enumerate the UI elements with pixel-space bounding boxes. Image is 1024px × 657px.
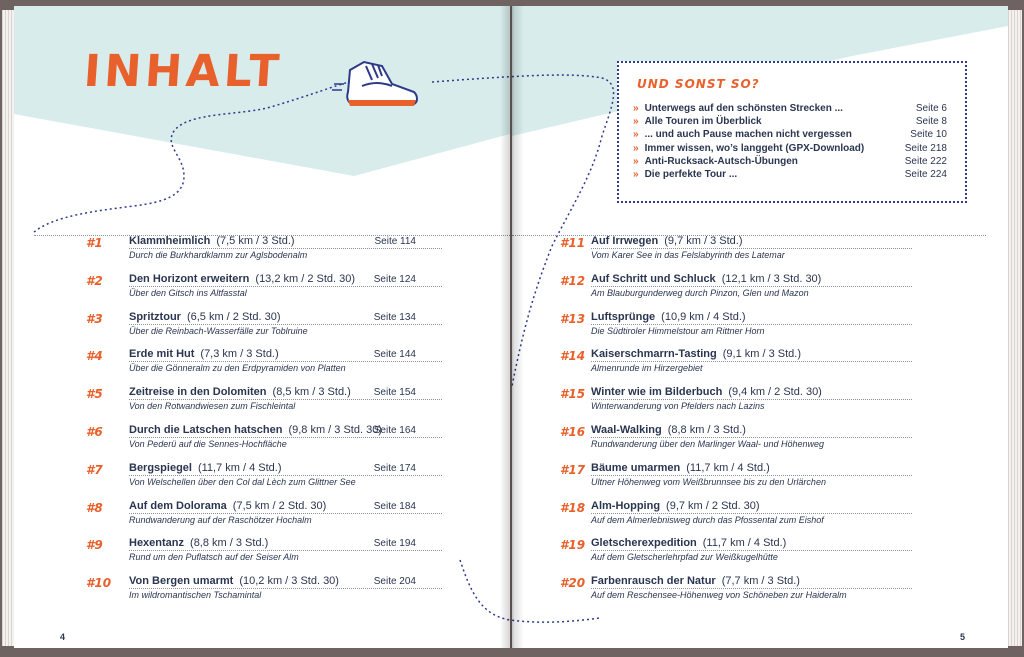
tour-title: Auf Schritt und Schluck bbox=[591, 272, 716, 285]
tour-title: Waal-Walking bbox=[591, 424, 662, 436]
tour-number: #18 bbox=[560, 500, 586, 515]
leader-dots bbox=[129, 360, 442, 362]
tour-title-line bbox=[129, 424, 382, 436]
leader-dots bbox=[129, 398, 442, 400]
tour-distance: (9,4 km / 2 Std. 30) bbox=[728, 386, 822, 399]
leader-dots bbox=[129, 549, 442, 551]
tour-title: Bergspiegel bbox=[129, 461, 192, 474]
tour-subtitle: Von Pederü auf die Sennes-Hochfläche bbox=[129, 439, 287, 449]
tour-number: #5 bbox=[86, 387, 103, 402]
leader-dots bbox=[129, 323, 442, 325]
tour-title: Winter wie im Bilderbuch bbox=[591, 386, 723, 399]
left-page bbox=[14, 6, 510, 648]
box-item-label: ... und auch Pause machen nicht vergessen bbox=[644, 129, 852, 141]
tour-number: #4 bbox=[86, 349, 103, 364]
tour-title: Erde mit Hut bbox=[129, 348, 195, 361]
tour-title-line bbox=[591, 537, 786, 549]
tour-subtitle: Auf dem Almerlebnisweg durch das Pfossental zum Eishof bbox=[591, 514, 824, 525]
tour-title: Auf Irrwegen bbox=[591, 235, 659, 247]
double-arrow-icon: » bbox=[633, 116, 639, 128]
tour-distance: (9,7 km / 2 Std. 30) bbox=[666, 499, 760, 512]
tour-title: Farbenrausch der Natur bbox=[591, 575, 716, 588]
tour-page-number: Seite 194 bbox=[373, 538, 416, 550]
tour-page-number: Seite 114 bbox=[374, 236, 416, 247]
tour-title: Hexentanz bbox=[129, 537, 185, 550]
tour-title-line bbox=[129, 348, 279, 360]
tour-number: #8 bbox=[86, 500, 103, 515]
tour-distance: (11,7 km / 4 Std.) bbox=[686, 461, 770, 474]
tour-distance: (8,8 km / 3 Std.) bbox=[190, 537, 269, 550]
tour-title: Gletscherexpedition bbox=[591, 537, 697, 550]
tour-number: #15 bbox=[560, 387, 586, 402]
tour-subtitle: Im wildromantischen Tschamintal bbox=[129, 590, 262, 601]
page-number-left: 4 bbox=[60, 632, 66, 642]
leader-dots bbox=[591, 436, 912, 438]
leader-dots bbox=[129, 247, 442, 249]
tour-title: Klammheimlich bbox=[129, 235, 211, 247]
leader-dots bbox=[591, 549, 912, 551]
tour-page-number: Seite 174 bbox=[373, 462, 416, 474]
tour-subtitle: Durch die Burkhardklamm zur Aglsbodenalm bbox=[129, 250, 308, 260]
tour-number: #16 bbox=[560, 425, 586, 439]
leader-dots bbox=[591, 285, 912, 287]
page-title: INHALT bbox=[82, 46, 285, 97]
leader-dots bbox=[129, 474, 442, 476]
tour-subtitle: Am Blauburgunderweg durch Pinzon, Glen und Mazon bbox=[591, 287, 809, 298]
tour-subtitle: Über die Gönneralm zu den Erdpyramiden von Platten bbox=[129, 363, 346, 374]
leader-dots bbox=[129, 436, 442, 438]
tour-distance: (12,1 km / 3 Std. 30) bbox=[721, 272, 822, 285]
tour-number: #13 bbox=[560, 311, 586, 326]
tour-title: Luftsprünge bbox=[591, 310, 656, 323]
tour-title: Spritztour bbox=[129, 310, 181, 323]
box-item[interactable] bbox=[633, 116, 762, 127]
tour-subtitle: Auf dem Reschensee-Höhenweg von Schöneben zur Haideralm bbox=[591, 590, 847, 601]
leader-dots bbox=[591, 360, 912, 362]
box-item-page: Seite 10 bbox=[910, 129, 947, 141]
box-title: UND SONST SO? bbox=[637, 77, 760, 91]
tour-title: Zeitreise in den Dolomiten bbox=[129, 386, 267, 399]
box-item[interactable] bbox=[633, 143, 864, 154]
tour-page-number: Seite 154 bbox=[373, 387, 416, 399]
tour-page-number: Seite 144 bbox=[373, 349, 416, 361]
double-arrow-icon: » bbox=[633, 103, 639, 114]
tour-subtitle: Winterwanderung von Pfelders nach Lazins bbox=[591, 401, 765, 412]
tour-number: #7 bbox=[86, 462, 103, 477]
tour-title-line bbox=[129, 311, 281, 323]
tour-distance: (11,7 km / 4 Std.) bbox=[702, 537, 787, 550]
tour-subtitle: Rundwanderung über den Marlinger Waal- und Höhenweg bbox=[591, 439, 824, 449]
tour-number: #20 bbox=[560, 576, 586, 591]
tour-number: #19 bbox=[560, 538, 586, 553]
hiking-boot-icon bbox=[332, 56, 422, 116]
tour-distance: (11,7 km / 4 Std.) bbox=[197, 461, 282, 474]
tour-distance: (10,9 km / 4 Std.) bbox=[661, 310, 746, 323]
more-info-box bbox=[617, 61, 967, 203]
tour-number: #1 bbox=[86, 236, 103, 250]
tour-title-line bbox=[591, 424, 746, 436]
tour-distance: (7,3 km / 3 Std.) bbox=[200, 348, 279, 361]
leader-dots bbox=[591, 474, 912, 476]
leader-dots bbox=[129, 587, 442, 589]
leader-dots bbox=[591, 587, 912, 589]
tour-page-number: Seite 134 bbox=[373, 311, 416, 323]
dotted-trail-line bbox=[440, 560, 600, 640]
tour-title: Durch die Latschen hatschen bbox=[129, 424, 283, 436]
tour-title-line bbox=[129, 500, 326, 512]
tour-subtitle: Rundwanderung auf der Raschötzer Hochalm bbox=[129, 514, 312, 525]
tour-title: Auf dem Dolorama bbox=[129, 499, 227, 512]
tour-subtitle: Von den Rotwandwiesen zum Fischleintal bbox=[129, 401, 296, 412]
tour-number: #12 bbox=[560, 273, 586, 288]
tour-title: Von Bergen umarmt bbox=[129, 575, 234, 588]
tour-page-number: Seite 184 bbox=[373, 500, 416, 512]
tour-subtitle: Die Südtiroler Himmelstour am Rittner Horn bbox=[591, 325, 765, 336]
box-item-label: Unterwegs auf den schönsten Strecken ... bbox=[644, 103, 843, 114]
double-arrow-icon: » bbox=[633, 169, 639, 180]
tour-distance: (9,1 km / 3 Std.) bbox=[722, 348, 801, 361]
tour-number: #11 bbox=[560, 236, 586, 250]
tour-title: Alm-Hopping bbox=[591, 499, 661, 512]
tour-subtitle: Auf dem Gletscherlehrpfad zur Weißkugelhütte bbox=[591, 552, 778, 563]
box-item-page: Seite 222 bbox=[904, 155, 947, 167]
page-edges-right bbox=[1006, 10, 1022, 646]
tour-number: #17 bbox=[560, 462, 586, 477]
tour-page-number: Seite 204 bbox=[373, 576, 416, 588]
leader-dots bbox=[591, 398, 912, 400]
tour-page-number: Seite 124 bbox=[373, 273, 416, 285]
tour-distance: (8,8 km / 3 Std.) bbox=[667, 424, 746, 436]
tour-title-line bbox=[129, 462, 282, 474]
tour-distance: (10,2 km / 3 Std. 30) bbox=[239, 575, 339, 588]
double-arrow-icon: » bbox=[633, 142, 639, 154]
tour-number: #9 bbox=[86, 538, 103, 553]
tour-distance: (7,7 km / 3 Std.) bbox=[721, 575, 800, 588]
tour-distance: (7,5 km / 2 Std. 30) bbox=[232, 499, 327, 512]
tour-subtitle: Ultner Höhenweg vom Weißbrunnsee bis zu den Urlärchen bbox=[591, 476, 826, 487]
tour-subtitle: Über den Gitsch ins Altfasstal bbox=[129, 287, 247, 298]
tour-distance: (9,8 km / 3 Std. 30) bbox=[288, 424, 382, 436]
tour-title-line bbox=[591, 500, 760, 512]
tour-number: #6 bbox=[86, 425, 103, 439]
tour-title-line bbox=[591, 462, 770, 474]
box-item[interactable] bbox=[633, 103, 843, 114]
tour-title-line bbox=[591, 575, 800, 587]
tour-subtitle: Von Welschellen über den Col dal Lèch zum Glittner See bbox=[129, 476, 356, 487]
tour-subtitle: Vom Karer See in das Felslabyrinth des Latemar bbox=[591, 250, 785, 260]
tour-number: #3 bbox=[86, 311, 103, 326]
tour-title: Bäume umarmen bbox=[591, 461, 681, 474]
tour-distance: (13,2 km / 2 Std. 30) bbox=[255, 272, 356, 285]
tour-distance: (8,5 km / 3 Std.) bbox=[272, 386, 351, 399]
box-item[interactable] bbox=[633, 156, 798, 167]
tour-subtitle: Rund um den Puflatsch auf der Seiser Alm bbox=[129, 552, 299, 563]
box-item[interactable] bbox=[633, 169, 737, 180]
tour-distance: (6,5 km / 2 Std. 30) bbox=[186, 310, 281, 323]
box-item-page: Seite 224 bbox=[904, 169, 947, 180]
double-arrow-icon: » bbox=[633, 155, 639, 167]
box-item[interactable] bbox=[633, 129, 852, 140]
leader-dots bbox=[129, 512, 442, 514]
leader-dots bbox=[591, 512, 912, 514]
tour-title-line bbox=[591, 386, 822, 398]
tour-distance: (9,7 km / 3 Std.) bbox=[664, 235, 743, 247]
tour-subtitle: Almenrunde im Hirzergebiet bbox=[591, 363, 703, 374]
box-item-label: Anti-Rucksack-Autsch-Übungen bbox=[644, 155, 798, 167]
leader-dots bbox=[591, 323, 912, 325]
tour-subtitle: Über die Reinbach-Wasserfälle zur Toblruine bbox=[129, 325, 308, 336]
box-item-page: Seite 218 bbox=[904, 142, 947, 154]
tour-title-line bbox=[591, 348, 801, 360]
tour-title-line bbox=[129, 235, 295, 247]
tour-title-line bbox=[591, 273, 821, 285]
box-item-label: Immer wissen, wo’s langgeht (GPX-Download) bbox=[644, 142, 865, 154]
box-item-label: Die perfekte Tour ... bbox=[644, 169, 738, 180]
leader-dots bbox=[591, 247, 912, 249]
tour-title-line bbox=[129, 386, 351, 398]
box-item-label: Alle Touren im Überblick bbox=[644, 116, 762, 128]
double-arrow-icon: » bbox=[633, 129, 639, 141]
leader-dots bbox=[129, 285, 442, 287]
tour-title-line bbox=[129, 273, 355, 285]
tour-page-number: Seite 164 bbox=[373, 425, 416, 436]
tour-title-line bbox=[129, 575, 339, 587]
box-item-page: Seite 6 bbox=[915, 103, 947, 114]
tour-number: #10 bbox=[86, 576, 112, 591]
tour-distance: (7,5 km / 3 Std.) bbox=[216, 235, 295, 247]
page-number-right: 5 bbox=[960, 632, 966, 642]
tour-title-line bbox=[591, 235, 742, 247]
tour-title: Den Horizont erweitern bbox=[129, 272, 250, 285]
tour-number: #2 bbox=[86, 273, 103, 288]
tour-title: Kaiserschmarrn-Tasting bbox=[591, 348, 717, 361]
tour-number: #14 bbox=[560, 349, 586, 364]
box-item-page: Seite 8 bbox=[915, 116, 947, 128]
tour-title-line bbox=[129, 537, 268, 549]
tour-title-line bbox=[591, 311, 746, 323]
